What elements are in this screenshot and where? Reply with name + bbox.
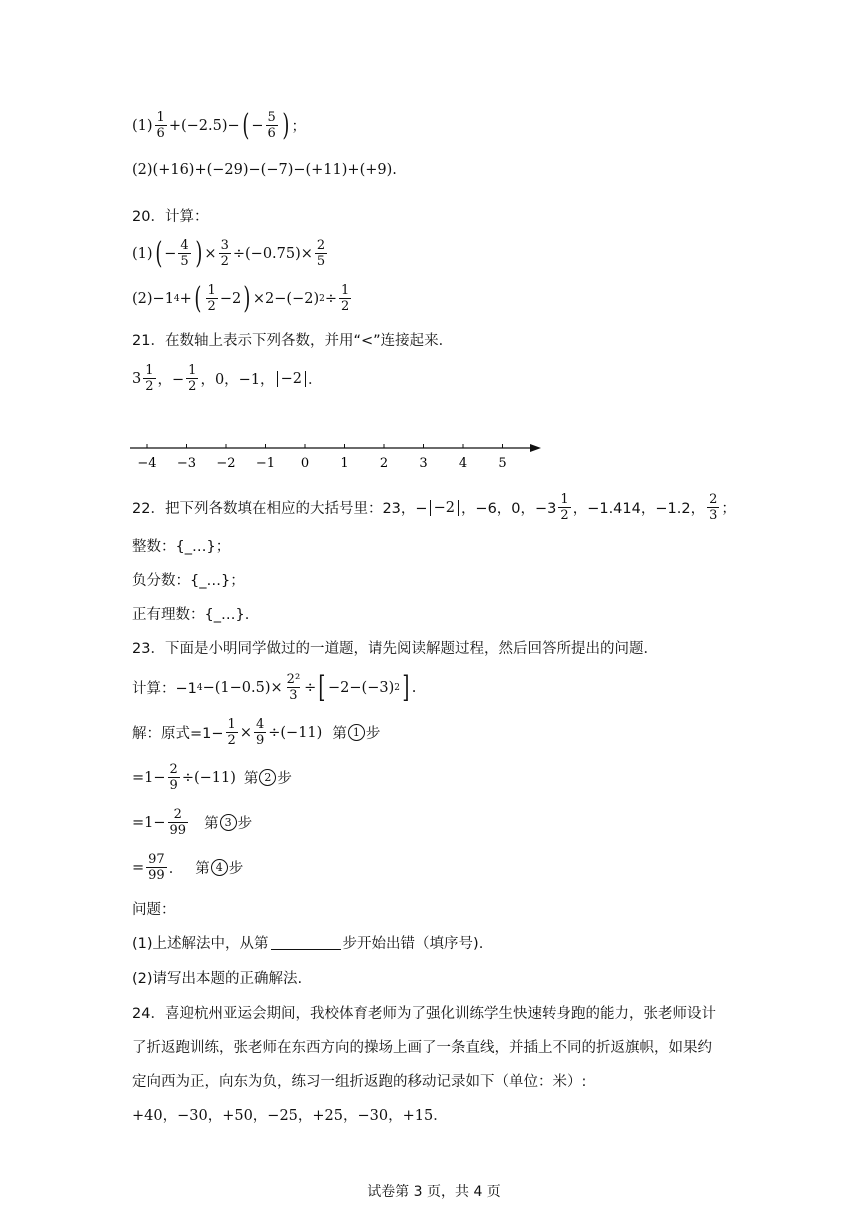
fraction: $\frac{1}{2}$ [341, 283, 350, 314]
fraction: $\frac{2}{5}$ [316, 238, 326, 269]
p23-question2: (2)请写出本题的正确解法. [132, 971, 303, 987]
tick-label: 3 [419, 456, 428, 471]
number-line [125, 438, 565, 478]
tick-label: 4 [458, 456, 468, 471]
p21-numbers: 3 $\frac{1}{2}$ ，− $\frac{1}{2}$ ，0，−1， −2 ． [132, 363, 323, 394]
p23-step3: =1− $\frac{2}{99}$ 第 3 步 [132, 807, 253, 838]
answer-blank[interactable] [271, 935, 341, 950]
p19-part1-label: (1) [132, 117, 153, 134]
fraction: $\frac{\text{2²}}{3}$ [286, 672, 301, 703]
tick-label: 0 [300, 456, 310, 471]
fraction: $\frac{1}{2}$ [560, 492, 569, 523]
fraction: $\frac{2}{3}$ [709, 492, 718, 523]
p23-step2: =1− $\frac{2}{9}$ ÷(−11) 第 2 步 [132, 762, 292, 793]
p24-line4: +40，−30，+50，−25，+25，−30，+15． [132, 1108, 448, 1124]
fraction: $\frac{1}{2}$ [145, 363, 154, 394]
p22-title: 22．把下列各数填在相应的大括号里：23，− −2 ，−6，0，−3 $\frac{1}{2}$ ，−1.414，−1.2， $\frac{2}{3}$ ； [132, 492, 736, 523]
p22-pos-rationals: 正有理数：{_…}. [132, 607, 250, 623]
p20-title: 20．计算： [132, 209, 209, 225]
arrow-icon [530, 444, 541, 452]
p23-question-title: 问题： [132, 902, 176, 918]
p20-part2: (2) −1 4 + ( $\frac{1}{2}$ −2 ) ×2−(−2) 2 ÷ $\frac{1}{2}$ [132, 280, 350, 316]
p19-part2: (2)(+16)+(−29)−(−7)−(+11)+(+9). [132, 162, 397, 178]
p24-line1: 24．喜迎杭州亚运会期间，我校体育老师为了强化训练学生快速转身跑的能力，张老师设计 [132, 1006, 716, 1022]
p23-title: 23．下面是小明同学做过的一道题，请先阅读解题过程，然后回答所提出的问题． [132, 641, 658, 657]
tick-label: −3 [176, 456, 197, 471]
fraction: $\frac{97}{99}$ [148, 852, 165, 883]
p23-step1: 解：原式=1− $\frac{1}{2}$ × $\frac{4}{9}$ ÷(−11) 第 1 步 [132, 717, 381, 748]
p23-step4: = $\frac{97}{99}$ ． 第 4 步 [132, 852, 244, 883]
tick-label: 5 [498, 456, 507, 471]
p20-part1: (1) ( − $\frac{4}{5}$ ) × $\frac{3}{2}$ ÷(−0.75)× $\frac{2}{5}$ [132, 235, 326, 271]
tick-label: 1 [340, 456, 349, 471]
tick-label: 2 [379, 456, 389, 471]
p24-line3: 定向西为正，向东为负，练习一组折返跑的移动记录如下（单位：米）: [132, 1074, 587, 1090]
step-number-badge: 2 [259, 769, 276, 786]
fraction: $\frac{5}{6}$ [267, 110, 276, 141]
fraction: $\frac{3}{2}$ [220, 238, 229, 269]
p22-integers: 整数：{_…}； [132, 539, 231, 555]
tick-label: −4 [137, 456, 157, 471]
tick-label: −1 [255, 456, 276, 471]
fraction: $\frac{4}{5}$ [180, 238, 189, 269]
tick-label: −2 [216, 456, 236, 471]
fraction: $\frac{4}{9}$ [255, 717, 265, 748]
p24-line2: 了折返跑训练，张老师在东西方向的操场上画了一条直线，并插上不同的折返旗帜，如果约 [132, 1040, 712, 1056]
p19-part1-mid: +(−2.5)− [168, 117, 240, 134]
absolute-value: −2 [430, 500, 459, 516]
step-number-badge: 4 [211, 859, 228, 876]
p23-question1: (1)上述解法中，从第 步开始出错（填序号). [132, 936, 484, 952]
step-number-badge: 1 [348, 724, 365, 741]
fraction: $\frac{1}{2}$ [188, 363, 197, 394]
p23-calc: 计算：−1 4 −(1−0.5)× $\frac{\text{2²}}{3}$ ÷ [ −2−(−3) 2 ] . [132, 669, 417, 705]
absolute-value: −2 [277, 371, 306, 387]
p21-title: 21．在数轴上表示下列各数，并用“<”连接起来． [132, 333, 454, 349]
fraction: $\frac{1}{2}$ [227, 717, 236, 748]
fraction: $\frac{2}{9}$ [169, 762, 178, 793]
fraction: $\frac{1}{6}$ [156, 110, 165, 141]
p22-neg-fractions: 负分数：{_…}； [132, 573, 245, 589]
p19-part1: (1) $\frac{1}{6}$ +(−2.5)− ( − $\frac{5}{6}$ ) ； [132, 107, 307, 143]
page-footer: 试卷第 3 页，共 4 页 [367, 1184, 501, 1200]
fraction: $\frac{2}{99}$ [169, 807, 187, 838]
fraction: $\frac{1}{2}$ [207, 283, 216, 314]
step-number-badge: 3 [220, 814, 237, 831]
